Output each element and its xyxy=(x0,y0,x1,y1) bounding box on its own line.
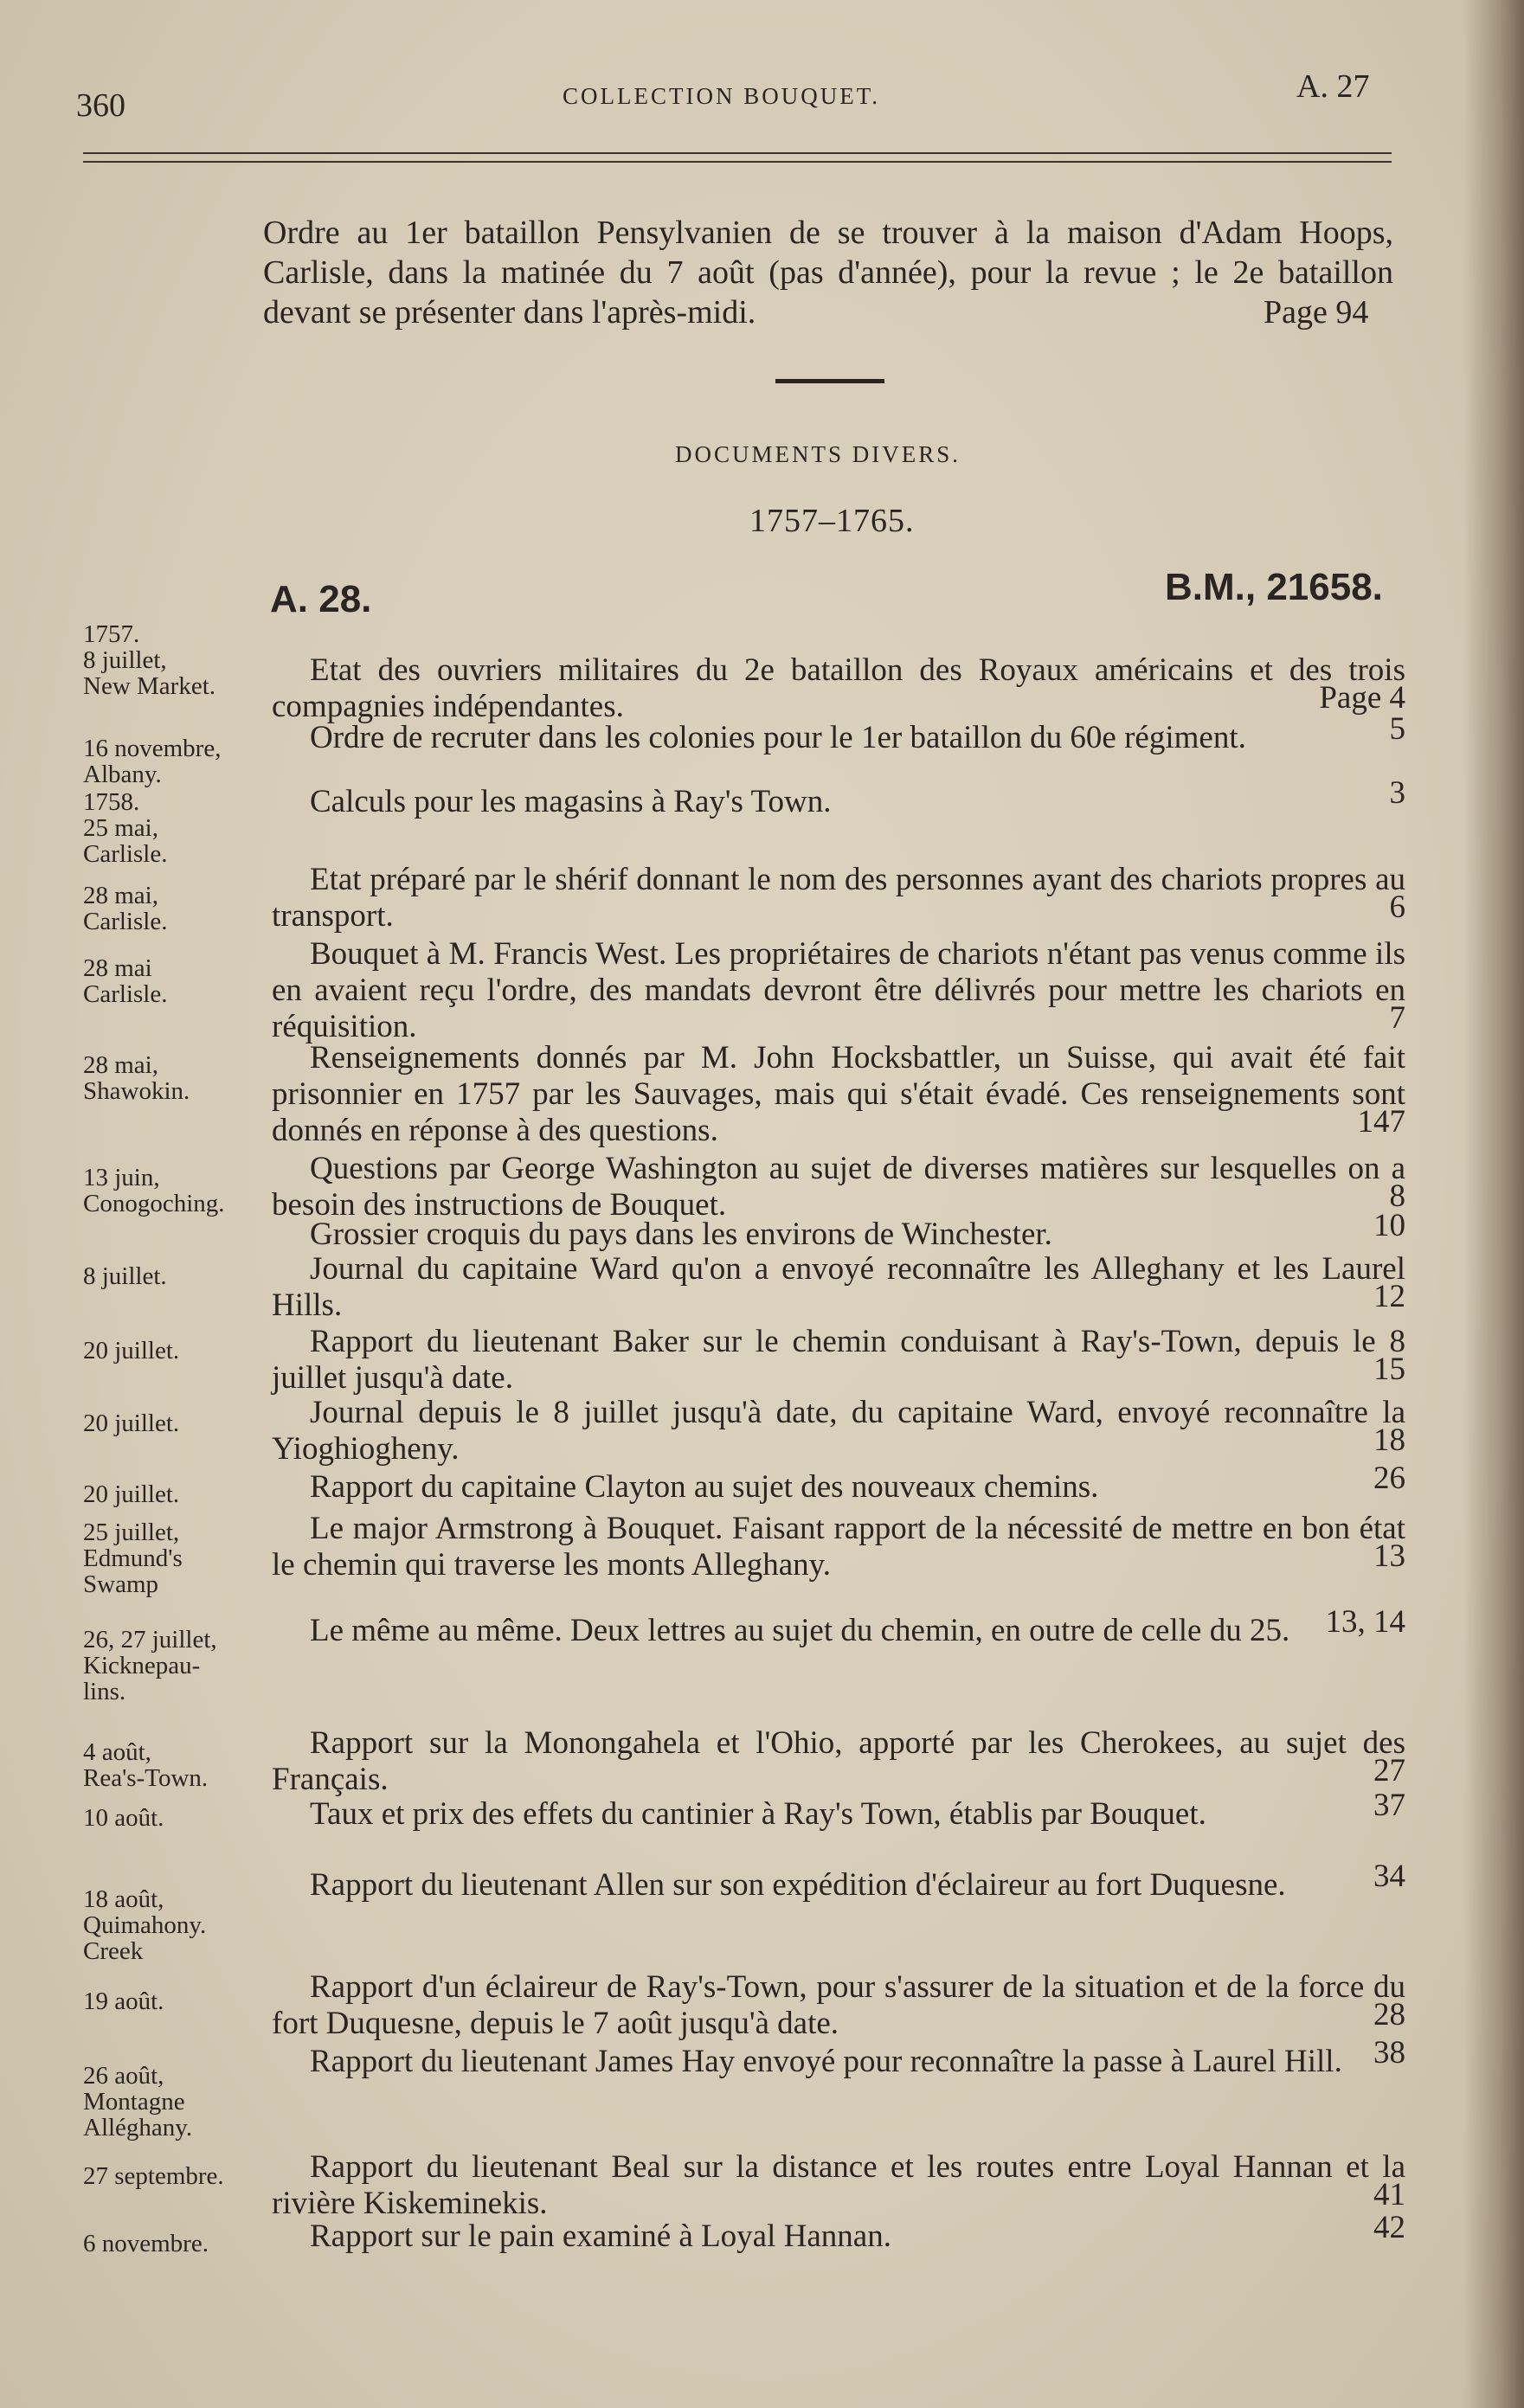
entry-page-number: 13, 14 xyxy=(1325,1604,1405,1640)
entry-page-number: 27 xyxy=(1373,1753,1405,1788)
entry-page-number: 18 xyxy=(1373,1422,1405,1458)
entry-text: Ordre de recruter dans les colonies pour le 1er bataillon du 60e régiment. xyxy=(310,720,1246,755)
section-title: DOCUMENTS DIVERS. xyxy=(675,441,961,467)
entry-date: 20 juillet. xyxy=(83,1409,180,1437)
entry-item xyxy=(272,862,1405,934)
entry-page-number: 147 xyxy=(1357,1104,1405,1140)
entry-text: Rapport sur la Monongahela et l'Ohio, apporté par les Cherokees, au sujet des Français. xyxy=(272,1725,1405,1797)
entry-date: 28 mai, Shawokin. xyxy=(83,1051,190,1105)
entry-text: Journal depuis le 8 juillet jusqu'à date, du capitaine Ward, envoyé reconnaître la Yioghiogheny. xyxy=(272,1395,1405,1467)
entry-item xyxy=(272,1324,1405,1397)
entry-page-number: 42 xyxy=(1373,2210,1405,2245)
entry-text: Rapport du capitaine Clayton au sujet des nouveaux chemins. xyxy=(310,1469,1099,1505)
entry-page-number: 8 xyxy=(1389,1178,1405,1214)
entry-text: Rapport d'un éclaireur de Ray's-Town, pour s'assurer de la situation et de la force du fort Duquesne, depuis le 7 août jusqu'à date. xyxy=(272,1969,1405,2041)
entry-text: Etat préparé par le shérif donnant le nom des personnes ayant des chariots propres au transport. xyxy=(272,862,1405,934)
entry-text: Rapport du lieutenant Baker sur le chemin conduisant à Ray's-Town, depuis le 8 juillet jusqu'à date. xyxy=(272,1324,1405,1396)
entry-item xyxy=(272,1040,1405,1149)
entry-page-number: 15 xyxy=(1373,1352,1405,1387)
entry-text: Etat des ouvriers militaires du 2e bataillon des Royaux américains et des trois compagnies indépendantes. xyxy=(272,652,1405,724)
entry-item xyxy=(272,775,1405,820)
entry-date: 13 juin, Conogoching. xyxy=(83,1164,225,1217)
entry-item xyxy=(272,652,1405,725)
header-rule-bottom xyxy=(83,161,1392,163)
entry-text: Rapport du lieutenant Allen sur son expédition d'éclaireur au fort Duquesne. xyxy=(310,1867,1286,1903)
entry-date: 10 août. xyxy=(83,1804,164,1832)
entry-date: 19 août. xyxy=(83,1987,164,2015)
entry-date: 27 septembre. xyxy=(83,2162,224,2190)
entry-page-number: 28 xyxy=(1373,1997,1405,2032)
entry-date: 16 novembre, Albany. xyxy=(83,735,222,788)
section-years: 1757–1765. xyxy=(749,503,915,539)
entry-item xyxy=(272,1395,1405,1467)
entry-date: 18 août, Quimahony. Creek xyxy=(83,1885,207,1965)
entry-item xyxy=(272,1208,1405,1253)
entry-item xyxy=(272,1251,1405,1324)
entry-text: Rapport du lieutenant Beal sur la distance et les routes entre Loyal Hannan et la rivière Kiskeminekis. xyxy=(272,2149,1405,2221)
entry-item xyxy=(272,711,1405,756)
entry-page-number: 6 xyxy=(1389,889,1405,925)
entry-item xyxy=(272,1461,1405,1506)
entry-date: 1757. 8 juillet, New Market. xyxy=(83,620,216,700)
entry-item xyxy=(272,1859,1405,1904)
entry-page-number: 13 xyxy=(1373,1538,1405,1574)
entry-page-number: Page 4 xyxy=(1319,680,1405,716)
top-paragraph-page: Page 94 xyxy=(1264,294,1369,331)
entry-page-number: 10 xyxy=(1373,1208,1405,1243)
entry-text: Renseignements donnés par M. John Hocksbattler, un Suisse, qui avait été fait prisonnier en 1757 par les Sauvages, mais qui s'était évadé. Ces renseignements sont donnés en réponse à des questions. xyxy=(272,1040,1405,1148)
entry-date: 28 mai Carlisle. xyxy=(83,954,168,1008)
entry-text: Bouquet à M. Francis West. Les propriétaires de chariots n'étant pas venus comme ils en avaient reçu l'ordre, des mandats devront être délivrés pour mettre les chariots en réquisition. xyxy=(272,936,1405,1044)
book-spine-shadow xyxy=(1463,0,1524,2408)
entry-date: 8 juillet. xyxy=(83,1262,167,1290)
entry-item xyxy=(272,1151,1405,1223)
entry-text: Taux et prix des effets du cantinier à Ray's Town, établis par Bouquet. xyxy=(310,1796,1206,1832)
entry-item xyxy=(272,2149,1405,2222)
entry-date: 28 mai, Carlisle. xyxy=(83,882,168,935)
entry-text: Rapport sur le pain examiné à Loyal Hannan. xyxy=(310,2219,891,2254)
entry-text: Rapport du lieutenant James Hay envoyé pour reconnaître la passe à Laurel Hill. xyxy=(310,2044,1342,2079)
section-code-right: B.M., 21658. xyxy=(1165,566,1383,608)
entry-item xyxy=(272,2035,1405,2080)
entry-date: 26, 27 juillet, Kicknepau- lins. xyxy=(83,1626,217,1705)
entry-text: Journal du capitaine Ward qu'on a envoyé reconnaître les Alleghany et les Laurel Hills. xyxy=(272,1251,1405,1323)
entry-date: 20 juillet. xyxy=(83,1480,180,1508)
top-paragraph-text: Ordre au 1er bataillon Pensylvanien de se trouver à la maison d'Adam Hoops, Carlisle, dans la matinée du 7 août (pas d'année), pour la revue ; le 2e bataillon devant se présenter dans l'après-midi. xyxy=(263,215,1393,331)
entry-item xyxy=(272,1511,1405,1583)
entry-page-number: 12 xyxy=(1373,1279,1405,1314)
header-rule-top xyxy=(83,152,1392,154)
top-paragraph xyxy=(263,213,1393,332)
entry-item xyxy=(272,1788,1405,1833)
entry-item xyxy=(272,2210,1405,2255)
running-title: COLLECTION BOUQUET. xyxy=(563,83,880,109)
entry-page-number: 3 xyxy=(1389,775,1405,811)
entry-item xyxy=(272,1969,1405,2042)
entry-page-number: 7 xyxy=(1389,1000,1405,1036)
entry-text: Grossier croquis du pays dans les environs de Winchester. xyxy=(310,1217,1052,1252)
entry-page-number: 5 xyxy=(1389,711,1405,747)
entry-text: Questions par George Washington au sujet de diverses matières sur lesquelles on a besoin des instructions de Bouquet. xyxy=(272,1151,1405,1223)
entry-page-number: 38 xyxy=(1373,2035,1405,2071)
entry-item xyxy=(272,1604,1405,1649)
entry-item xyxy=(272,1725,1405,1798)
entry-text: Le même au même. Deux lettres au sujet du chemin, en outre de celle du 25. xyxy=(310,1613,1290,1648)
entry-date: 25 juillet, Edmund's Swamp xyxy=(83,1519,183,1598)
entry-date: 20 juillet. xyxy=(83,1337,180,1365)
entry-date: 1758. 25 mai, Carlisle. xyxy=(83,788,168,868)
entry-date: 26 août, Montagne Alléghany. xyxy=(83,2062,193,2142)
section-code-left: A. 28. xyxy=(270,578,372,620)
entry-page-number: 37 xyxy=(1373,1788,1405,1823)
header-code: A. 27 xyxy=(1296,68,1370,105)
page-number: 360 xyxy=(76,87,125,124)
entry-page-number: 34 xyxy=(1373,1859,1405,1894)
entry-item xyxy=(272,936,1405,1045)
section-divider xyxy=(775,379,884,383)
entry-text: Calculs pour les magasins à Ray's Town. xyxy=(310,784,832,819)
entry-date: 6 novembre. xyxy=(83,2230,209,2257)
entry-page-number: 41 xyxy=(1373,2177,1405,2212)
entry-date: 4 août, Rea's-Town. xyxy=(83,1738,209,1792)
entry-page-number: 26 xyxy=(1373,1461,1405,1496)
entry-text: Le major Armstrong à Bouquet. Faisant rapport de la nécessité de mettre en bon état le chemin qui traverse les monts Alleghany. xyxy=(272,1511,1405,1583)
